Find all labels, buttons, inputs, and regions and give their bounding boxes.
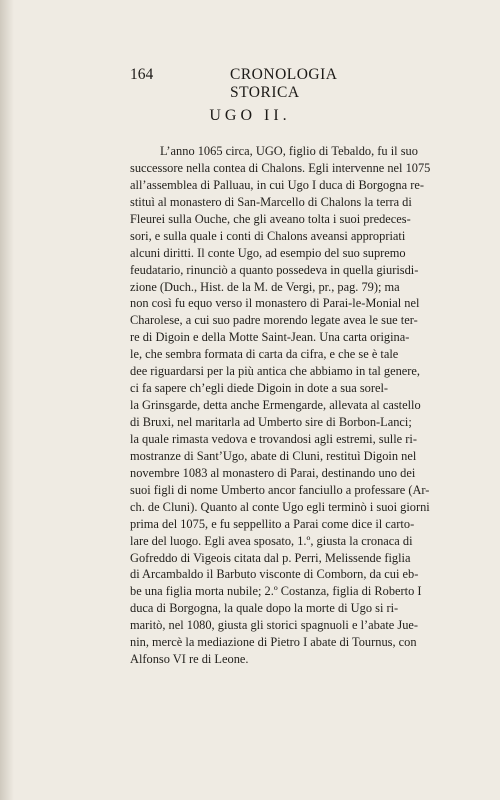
text-line: stituì al monastero di San-Marcello di Chalons la terra di <box>130 194 412 209</box>
text-line: ch. de Cluni). Quanto al conte Ugo egli terminò i suoi giorni <box>130 499 430 514</box>
text-line: Fleurei sulla Ouche, che gli aveano tolta i suoi predeces- <box>130 211 411 226</box>
text-line: Charolese, a cui suo padre morendo legate avea le sue ter- <box>130 313 418 328</box>
text-line: le, che sembra formata di carta da cifra, e che se è tale <box>130 347 399 362</box>
text-line: lare del luogo. Egli avea sposato, 1.º, giusta la cronaca di <box>130 533 413 548</box>
text-line: zione (Duch., Hist. de la M. de Vergi, pr., pag. 79); ma <box>130 279 400 294</box>
text-line: feudatario, rinunciò a quanto possedeva in quella giurisdi- <box>130 262 419 277</box>
text-line: novembre 1083 al monastero di Parai, destinando uno dei <box>130 465 416 480</box>
text-line: dee riguardarsi per la più antica che abbiamo in tal genere, <box>130 364 421 379</box>
text-line: Alfonso VI re di Leone. <box>130 652 249 667</box>
text-line: la quale rimasta vedova e trovandosi agli estremi, sulle ri- <box>130 431 417 446</box>
text-line: alcuni diritti. Il conte Ugo, ad esempio del suo supremo <box>130 245 406 260</box>
text-line: sori, e sulla quale i conti di Chalons aveansi appropriati <box>130 228 406 243</box>
text-line: Gofreddo di Vigeois citata dal p. Perri, Melissende figlia <box>130 550 411 565</box>
text-line: nin, mercè la mediazione di Pietro I abate di Tournus, con <box>130 635 417 650</box>
text-line: mostranze di Sant’Ugo, abate di Cluni, restituì Digoin nel <box>130 448 417 463</box>
text-line: L’anno 1065 circa, UGO, figlio di Tebaldo, fu il suo <box>160 144 418 158</box>
text-line: prima del 1075, e fu seppellito a Parai come dice il carto- <box>130 516 415 531</box>
text-line: be una figlia morta nubile; 2.º Costanza, figlia di Roberto I <box>130 584 422 599</box>
text-line: re di Digoin e della Motte Saint-Jean. Una carta origina- <box>130 330 410 345</box>
text-line: successore nella contea di Chalons. Egli intervenne nel 1075 <box>130 160 431 175</box>
text-line: duca di Borgogna, la quale dopo la morte di Ugo si ri- <box>130 601 399 616</box>
text-line: non così fu equo verso il monastero di Parai-le-Monial nel <box>130 296 420 311</box>
section-heading: UGO II. <box>209 107 291 124</box>
text-line: all’assemblea di Palluau, in cui Ugo I duca di Borgogna re- <box>130 177 424 192</box>
text-line: di Arcambaldo il Barbuto visconte di Comborn, da cui eb- <box>130 567 419 582</box>
page-number: 164 <box>130 66 154 83</box>
text-line: ci fa sapere ch’egli diede Digoin in dote a sua sorel- <box>130 381 389 396</box>
text-line: maritò, nel 1080, giusta gli storici spagnuoli e l’abate Jue- <box>130 618 419 633</box>
body-text <box>130 143 487 668</box>
text-line: suoi figli di nome Umberto ancor fanciullo a professare (Ar- <box>130 482 430 497</box>
running-title: CRONOLOGIA STORICA <box>230 66 337 101</box>
text-line: la Grinsgarde, detta anche Ermengarde, allevata al castello <box>130 398 421 413</box>
text-line: di Bruxi, nel maritarla ad Umberto sire di Borbon-Lanci; <box>130 415 412 429</box>
